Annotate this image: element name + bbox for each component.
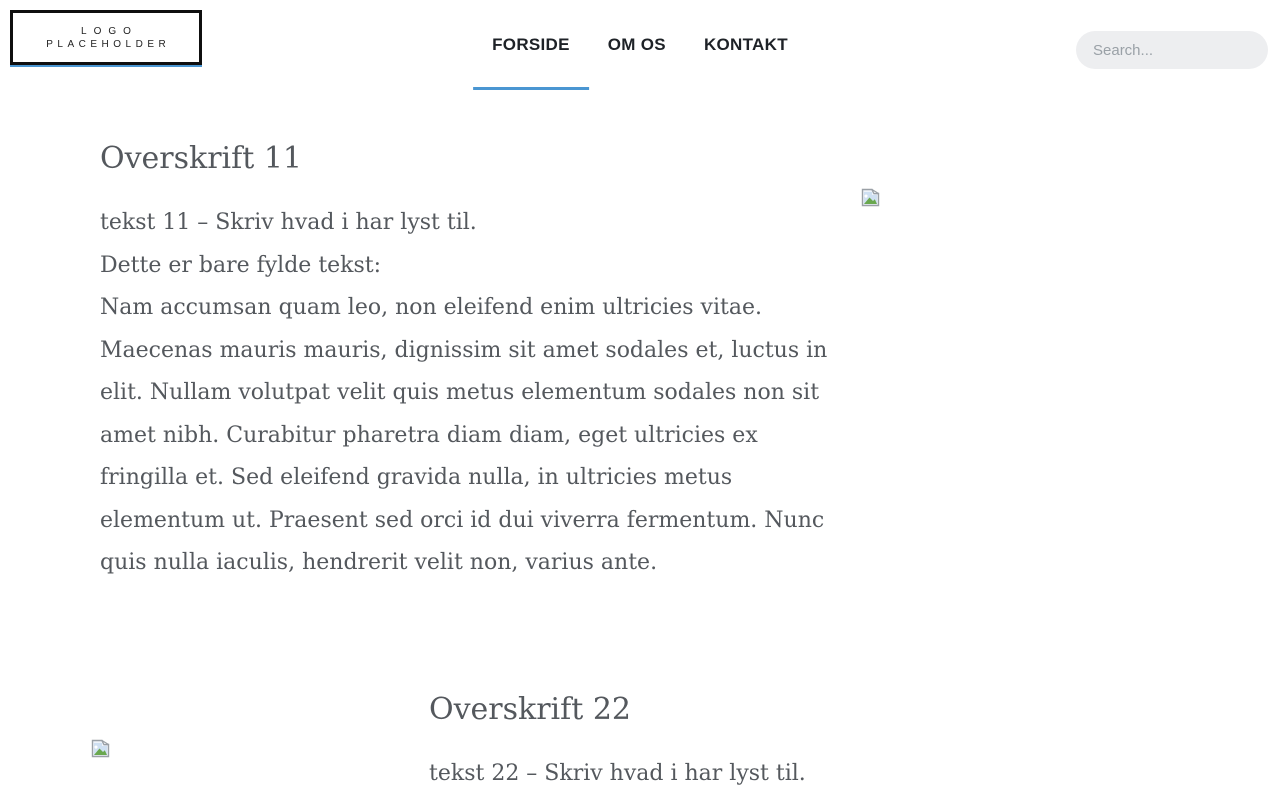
section1-body-text [100, 202, 852, 585]
section1-heading: Overskrift 11 [100, 141, 303, 176]
logo-text-line1: LOGO [81, 25, 138, 37]
nav-item-forside[interactable] [473, 0, 589, 90]
broken-image-icon [861, 188, 880, 207]
section1-media-column [852, 138, 1180, 585]
section2-body-text [429, 753, 806, 796]
main-navigation [473, 0, 807, 90]
nav-item-om-os[interactable] [589, 0, 685, 90]
paragraph: Nam accumsan quam leo, non eleifend enim ultricies vitae. Maecenas mauris mauris, dignissim sit amet sodales et, luctus in elit. Nullam volutpat velit quis metus elementum sodales non sit amet nibh. Curabitur pharetra diam diam, eget ultricies ex fringilla et. Sed eleifend gravida nulla, in ultricies metus elementum ut. Praesent sed orci id dui viverra fermentum. Nunc quis nulla iaculis, hendrerit velit non, varius ante. [100, 295, 828, 575]
section-overskrift-11 [100, 138, 1180, 585]
paragraph: tekst 11 – Skriv hvad i har lyst til. [100, 210, 477, 235]
section2-heading: Overskrift 22 [429, 691, 632, 727]
section1-text-column [100, 138, 852, 585]
site-logo[interactable] [10, 10, 202, 67]
search-form [1076, 31, 1268, 69]
nav-item-label: FORSIDE [492, 35, 570, 54]
search-input[interactable] [1076, 31, 1268, 69]
logo-text-line2: PLACEHOLDER [46, 38, 171, 50]
section2-media-column [91, 689, 429, 796]
logo-placeholder-box [10, 10, 202, 65]
broken-image-icon [91, 739, 110, 758]
section2-text-column [429, 689, 806, 796]
site-header [0, 0, 1280, 90]
section-overskrift-22 [91, 689, 1180, 796]
nav-item-label: OM OS [607, 35, 666, 54]
paragraph: tekst 22 – Skriv hvad i har lyst til. [429, 760, 806, 786]
paragraph: Dette er bare fylde tekst: [100, 252, 382, 278]
nav-item-kontakt[interactable] [685, 0, 807, 90]
nav-item-label: KONTAKT [703, 35, 788, 54]
